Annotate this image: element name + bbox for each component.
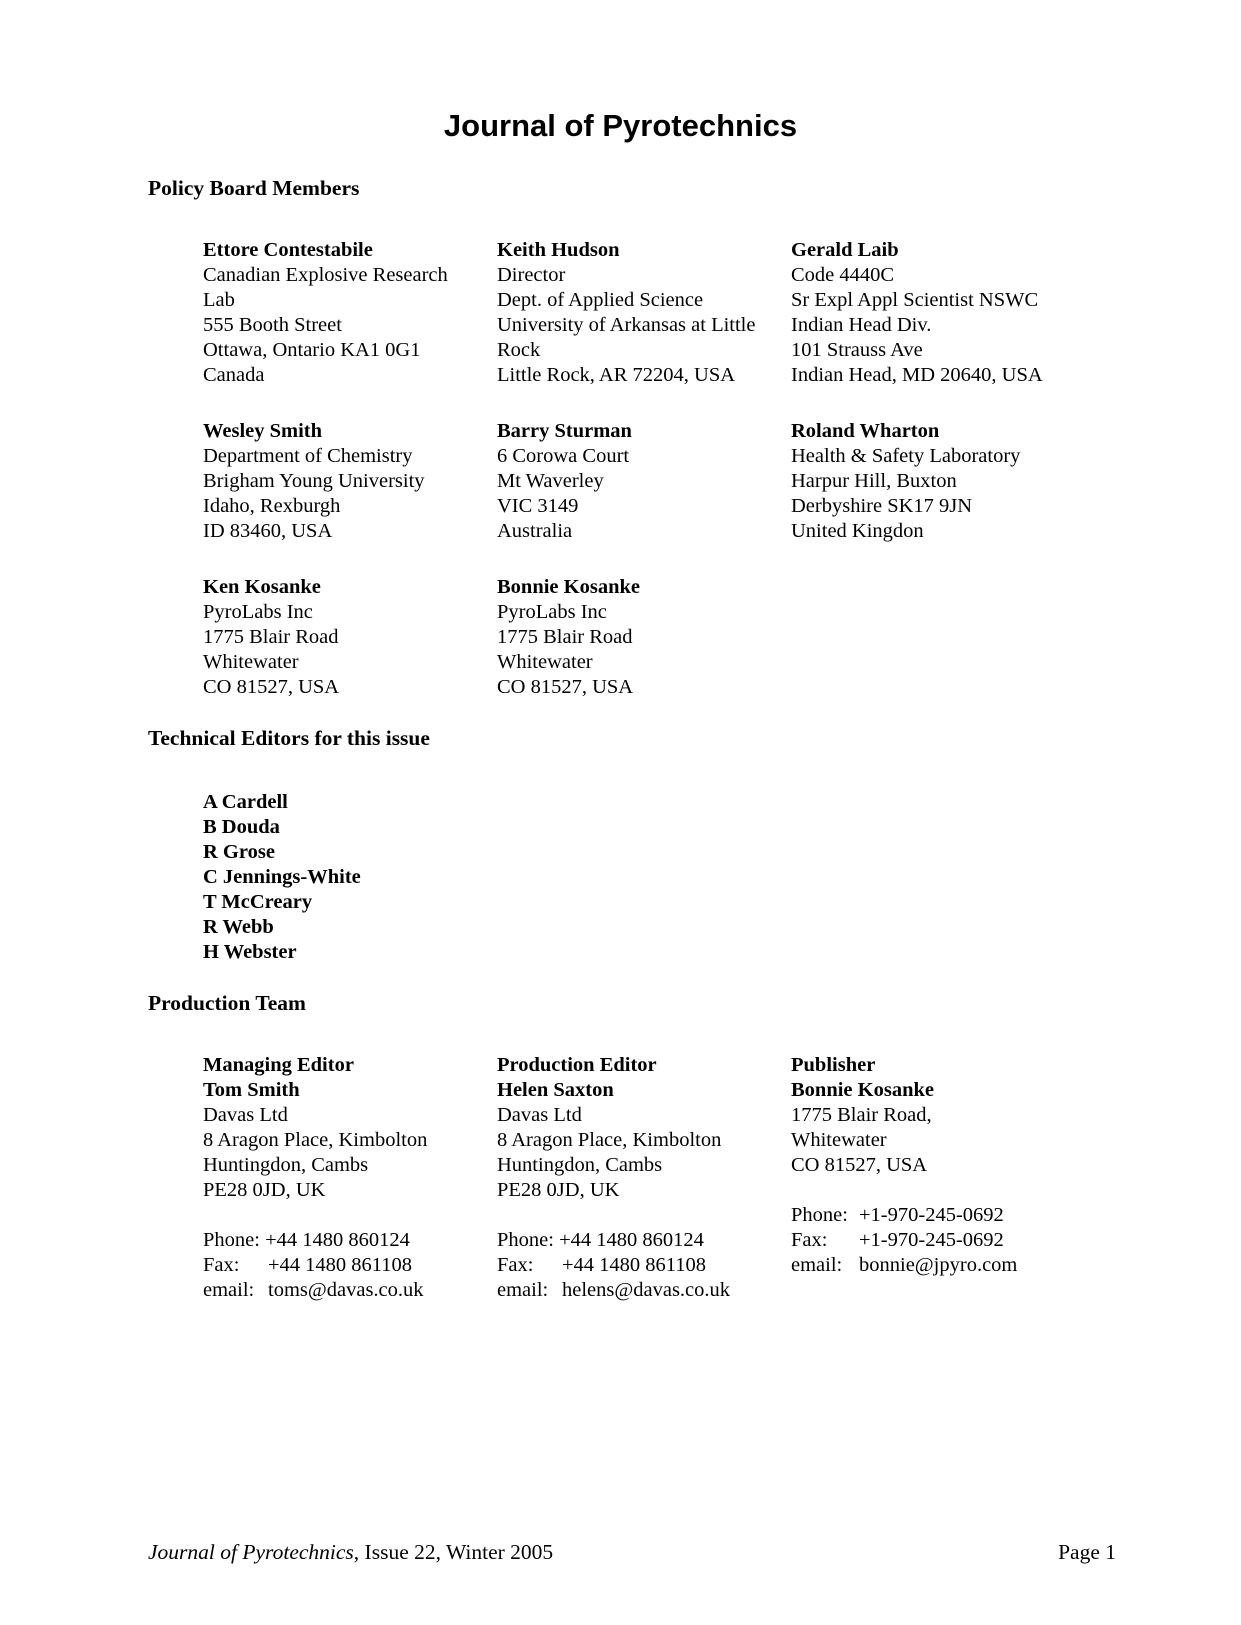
board-member — [203, 575, 339, 700]
phone-line — [791, 1203, 1017, 1228]
production-team-heading: Production Team — [148, 991, 306, 1015]
technical-editors-heading: Technical Editors for this issue — [148, 726, 430, 750]
production-member — [791, 1053, 1017, 1278]
address-line: 101 Strauss Ave — [791, 339, 923, 361]
address-line: PyroLabs Inc — [497, 601, 607, 623]
member-name: Keith Hudson — [497, 239, 620, 261]
address-line: Indian Head Div. — [791, 314, 932, 336]
address-line: ID 83460, USA — [203, 520, 333, 542]
footer-journal-name: Journal of Pyrotechnics — [148, 1540, 354, 1564]
board-member — [203, 238, 448, 388]
footer-citation — [148, 1540, 553, 1565]
address-line: Rock — [497, 339, 541, 361]
spacer — [497, 1203, 730, 1228]
editor-name: R Webb — [203, 916, 274, 938]
address-line: Whitewater — [497, 651, 593, 673]
address-line: 6 Corowa Court — [497, 445, 630, 467]
fax-label: Fax: — [497, 1254, 534, 1276]
address-line: University of Arkansas at Little — [497, 314, 756, 336]
editor-name: T McCreary — [203, 891, 313, 913]
member-name: Barry Sturman — [497, 420, 632, 442]
editor-name: B Douda — [203, 816, 280, 838]
spacer — [791, 1178, 1017, 1203]
fax-line — [203, 1253, 427, 1278]
fax-label: Fax: — [791, 1229, 828, 1251]
editor-name: H Webster — [203, 941, 297, 963]
address-line: PyroLabs Inc — [203, 601, 313, 623]
fax-value: +44 1480 861108 — [268, 1254, 413, 1276]
address-line: United Kingdon — [791, 520, 924, 542]
board-member — [791, 419, 1020, 544]
address-line: 8 Aragon Place, Kimbolton — [203, 1129, 428, 1151]
address-line: Director — [497, 264, 566, 286]
production-member — [497, 1053, 730, 1303]
phone-line — [203, 1228, 427, 1253]
address-line: CO 81527, USA — [791, 1154, 928, 1176]
page-number: Page 1 — [1058, 1540, 1116, 1564]
address-line: Idaho, Rexburgh — [203, 495, 341, 517]
address-line: Huntingdon, Cambs — [497, 1154, 663, 1176]
address-line: Code 4440C — [791, 264, 895, 286]
address-line: 8 Aragon Place, Kimbolton — [497, 1129, 722, 1151]
phone-label: Phone: — [791, 1204, 848, 1226]
address-line: CO 81527, USA — [203, 676, 340, 698]
phone-value: +44 1480 860124 — [265, 1229, 410, 1251]
address-line: PE28 0JD, UK — [203, 1179, 326, 1201]
policy-board-heading: Policy Board Members — [148, 176, 360, 200]
member-name: Bonnie Kosanke — [497, 576, 640, 598]
address-line: Whitewater — [203, 651, 299, 673]
phone-value: +44 1480 860124 — [559, 1229, 704, 1251]
address-line: Sr Expl Appl Scientist NSWC — [791, 289, 1039, 311]
email-value: bonnie@jpyro.com — [859, 1254, 1018, 1276]
address-line: Lab — [203, 289, 235, 311]
email-value: toms@davas.co.uk — [268, 1279, 424, 1301]
address-line: Dept. of Applied Science — [497, 289, 704, 311]
phone-value: +1-970-245-0692 — [859, 1204, 1004, 1226]
phone-label: Phone: — [203, 1229, 260, 1251]
role-title: Publisher — [791, 1054, 876, 1076]
member-name: Ettore Contestabile — [203, 239, 373, 261]
address-line: Indian Head, MD 20640, USA — [791, 364, 1043, 386]
production-member — [203, 1053, 427, 1303]
address-line: Canada — [203, 364, 265, 386]
email-label: email: — [791, 1254, 843, 1276]
technical-editors-list — [203, 790, 361, 965]
address-line: Davas Ltd — [203, 1104, 288, 1126]
email-line — [497, 1278, 730, 1303]
address-line: CO 81527, USA — [497, 676, 634, 698]
member-name: Ken Kosanke — [203, 576, 321, 598]
address-line: Mt Waverley — [497, 470, 604, 492]
phone-label: Phone: — [497, 1229, 554, 1251]
fax-label: Fax: — [203, 1254, 240, 1276]
board-member — [791, 238, 1043, 388]
address-line: Little Rock, AR 72204, USA — [497, 364, 736, 386]
email-value: helens@davas.co.uk — [562, 1279, 731, 1301]
email-line — [203, 1278, 427, 1303]
editor-name: R Grose — [203, 841, 275, 863]
address-line: Derbyshire SK17 9JN — [791, 495, 973, 517]
address-line: Health & Safety Laboratory — [791, 445, 1021, 467]
address-line: 1775 Blair Road — [497, 626, 633, 648]
page-title: Journal of Pyrotechnics — [443, 108, 798, 143]
fax-value: +1-970-245-0692 — [859, 1229, 1004, 1251]
role-title: Production Editor — [497, 1054, 657, 1076]
editor-name: A Cardell — [203, 791, 288, 813]
address-line: 1775 Blair Road, — [791, 1104, 932, 1126]
address-line: Huntingdon, Cambs — [203, 1154, 369, 1176]
address-line: Australia — [497, 520, 573, 542]
address-line: Harpur Hill, Buxton — [791, 470, 957, 492]
board-member — [497, 575, 640, 700]
member-name: Roland Wharton — [791, 420, 940, 442]
address-line: VIC 3149 — [497, 495, 579, 517]
address-line: Brigham Young University — [203, 470, 425, 492]
editor-name: C Jennings-White — [203, 866, 361, 888]
phone-line — [497, 1228, 730, 1253]
address-line: Whitewater — [791, 1129, 887, 1151]
fax-line — [497, 1253, 730, 1278]
member-name: Tom Smith — [203, 1079, 300, 1101]
address-line: PE28 0JD, UK — [497, 1179, 620, 1201]
fax-value: +44 1480 861108 — [562, 1254, 707, 1276]
email-label: email: — [497, 1279, 549, 1301]
member-name: Gerald Laib — [791, 239, 899, 261]
page-footer — [148, 1540, 1116, 1565]
address-line: 1775 Blair Road — [203, 626, 339, 648]
member-name: Wesley Smith — [203, 420, 323, 442]
email-label: email: — [203, 1279, 255, 1301]
address-line: Department of Chemistry — [203, 445, 413, 467]
address-line: Davas Ltd — [497, 1104, 582, 1126]
spacer — [203, 1203, 427, 1228]
board-member — [497, 419, 632, 544]
board-member — [203, 419, 425, 544]
board-member — [497, 238, 755, 388]
address-line: Canadian Explosive Research — [203, 264, 448, 286]
address-line: Ottawa, Ontario KA1 0G1 — [203, 339, 421, 361]
address-line: 555 Booth Street — [203, 314, 342, 336]
member-name: Bonnie Kosanke — [791, 1079, 934, 1101]
fax-line — [791, 1228, 1017, 1253]
member-name: Helen Saxton — [497, 1079, 614, 1101]
footer-issue: , Issue 22, Winter 2005 — [353, 1540, 554, 1564]
email-line — [791, 1253, 1017, 1278]
role-title: Managing Editor — [203, 1054, 354, 1076]
